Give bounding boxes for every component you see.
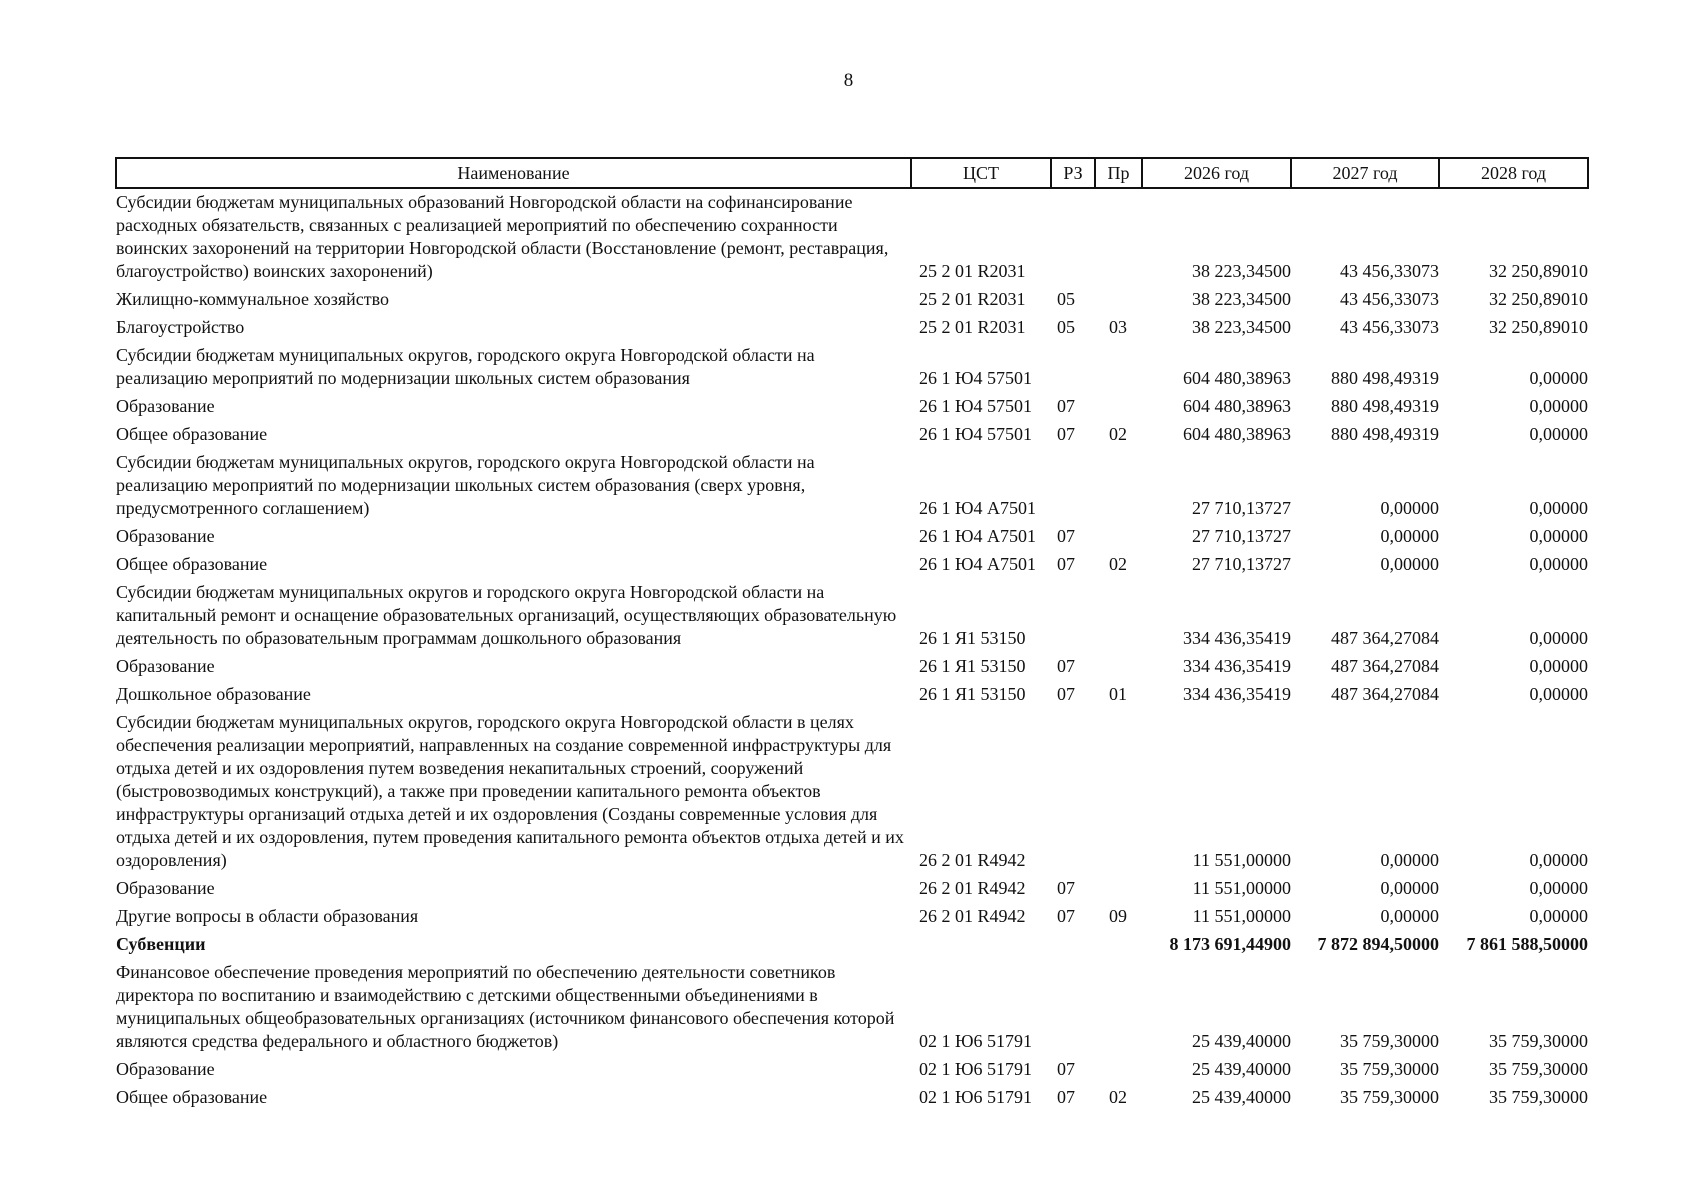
cell-name: Субсидии бюджетам муниципальных округов, городского округа Новгородской области на реализацию мероприятий по модернизации школьных систем образования bbox=[116, 345, 815, 388]
cell-cst: 26 1 Ю4 А7501 bbox=[919, 554, 1036, 574]
cell-y2026: 8 173 691,44900 bbox=[1169, 934, 1291, 954]
budget-table bbox=[115, 157, 1589, 1109]
cell-y2026: 334 436,35419 bbox=[1183, 684, 1291, 704]
header-2028: 2028 год bbox=[1439, 158, 1588, 188]
cell-y2027: 43 456,33073 bbox=[1340, 261, 1439, 281]
cell-y2026: 11 551,00000 bbox=[1192, 906, 1291, 926]
cell-name: Жилищно-коммунальное хозяйство bbox=[116, 289, 390, 309]
cell-cst: 26 2 01 R4942 bbox=[919, 850, 1026, 870]
cell-cst: 25 2 01 R2031 bbox=[919, 289, 1026, 309]
cell-y2027: 0,00000 bbox=[1380, 498, 1439, 518]
cell-pr bbox=[1095, 928, 1142, 956]
table-row bbox=[116, 311, 1588, 339]
cell-cst: 26 1 Ю4 57501 bbox=[919, 424, 1033, 444]
header-2026: 2026 год bbox=[1142, 158, 1291, 188]
table-row bbox=[116, 1081, 1588, 1109]
table-row bbox=[116, 188, 1588, 283]
cell-rz bbox=[1051, 576, 1095, 650]
cell-name: Общее образование bbox=[116, 554, 268, 574]
cell-pr bbox=[1095, 956, 1142, 1053]
cell-rz: 07 bbox=[1057, 684, 1075, 704]
table-row bbox=[116, 928, 1588, 956]
cell-y2028: 0,00000 bbox=[1529, 850, 1588, 870]
cell-name: Финансовое обеспечение проведения мероприятий по обеспечению деятельности советников директора по воспитанию и взаимодействию с детскими общественными объединениями в муниципальных общеобразовательных организациях (источником финансового обеспечения которой являются средства федерального и областного бюджетов) bbox=[116, 962, 895, 1051]
cell-y2026: 11 551,00000 bbox=[1192, 878, 1291, 898]
cell-rz: 07 bbox=[1057, 656, 1075, 676]
cell-y2027: 35 759,30000 bbox=[1340, 1031, 1439, 1051]
cell-name: Другие вопросы в области образования bbox=[116, 906, 419, 926]
cell-y2028: 7 861 588,50000 bbox=[1466, 934, 1588, 954]
cell-y2028: 0,00000 bbox=[1529, 554, 1588, 574]
cell-y2026: 25 439,40000 bbox=[1192, 1031, 1291, 1051]
cell-rz: 07 bbox=[1057, 1059, 1075, 1079]
cell-cst: 26 1 Ю4 А7501 bbox=[919, 526, 1036, 546]
cell-name: Образование bbox=[116, 656, 215, 676]
cell-y2028: 0,00000 bbox=[1529, 878, 1588, 898]
table-row bbox=[116, 956, 1588, 1053]
table-row bbox=[116, 576, 1588, 650]
cell-rz: 07 bbox=[1057, 526, 1075, 546]
cell-rz bbox=[1051, 446, 1095, 520]
cell-y2027: 7 872 894,50000 bbox=[1317, 934, 1439, 954]
cell-name: Общее образование bbox=[116, 1087, 268, 1107]
cell-rz: 07 bbox=[1057, 424, 1075, 444]
cell-name: Образование bbox=[116, 878, 215, 898]
cell-rz bbox=[1051, 928, 1095, 956]
cell-rz: 05 bbox=[1057, 289, 1075, 309]
cell-y2026: 27 710,13727 bbox=[1192, 554, 1291, 574]
cell-y2026: 25 439,40000 bbox=[1192, 1087, 1291, 1107]
cell-y2028: 0,00000 bbox=[1529, 656, 1588, 676]
cell-pr bbox=[1095, 520, 1142, 548]
cell-y2027: 0,00000 bbox=[1380, 850, 1439, 870]
cell-y2028: 0,00000 bbox=[1529, 684, 1588, 704]
cell-cst: 26 1 Я1 53150 bbox=[919, 684, 1026, 704]
cell-pr bbox=[1095, 706, 1142, 872]
cell-cst: 26 2 01 R4942 bbox=[919, 878, 1026, 898]
cell-y2028: 35 759,30000 bbox=[1489, 1031, 1588, 1051]
table-row bbox=[116, 548, 1588, 576]
cell-pr: 02 bbox=[1109, 424, 1127, 444]
cell-y2027: 35 759,30000 bbox=[1340, 1087, 1439, 1107]
cell-name: Образование bbox=[116, 1059, 215, 1079]
cell-rz bbox=[1051, 706, 1095, 872]
cell-pr bbox=[1095, 446, 1142, 520]
cell-rz: 07 bbox=[1057, 906, 1075, 926]
cell-cst: 02 1 Ю6 51791 bbox=[919, 1059, 1033, 1079]
cell-y2028: 32 250,89010 bbox=[1489, 317, 1588, 337]
cell-y2027: 0,00000 bbox=[1380, 906, 1439, 926]
table-row bbox=[116, 446, 1588, 520]
cell-y2028: 0,00000 bbox=[1529, 906, 1588, 926]
cell-rz: 07 bbox=[1057, 1087, 1075, 1107]
page-number: 8 bbox=[843, 70, 854, 91]
cell-pr bbox=[1095, 339, 1142, 390]
table-header bbox=[116, 158, 1588, 188]
cell-y2026: 11 551,00000 bbox=[1192, 850, 1291, 870]
cell-pr: 02 bbox=[1109, 554, 1127, 574]
table-row bbox=[116, 650, 1588, 678]
cell-rz bbox=[1051, 188, 1095, 283]
cell-name: Образование bbox=[116, 526, 215, 546]
cell-cst: 02 1 Ю6 51791 bbox=[919, 1087, 1033, 1107]
cell-rz: 07 bbox=[1057, 554, 1075, 574]
cell-pr bbox=[1095, 188, 1142, 283]
table-row bbox=[116, 872, 1588, 900]
cell-y2027: 880 498,49319 bbox=[1331, 368, 1439, 388]
cell-y2026: 27 710,13727 bbox=[1192, 526, 1291, 546]
cell-cst: 26 1 Ю4 А7501 bbox=[919, 498, 1036, 518]
table-row bbox=[116, 706, 1588, 872]
cell-y2028: 32 250,89010 bbox=[1489, 261, 1588, 281]
cell-y2028: 0,00000 bbox=[1529, 628, 1588, 648]
cell-y2026: 27 710,13727 bbox=[1192, 498, 1291, 518]
cell-cst: 26 1 Я1 53150 bbox=[919, 628, 1026, 648]
cell-y2026: 334 436,35419 bbox=[1183, 656, 1291, 676]
cell-y2027: 43 456,33073 bbox=[1340, 317, 1439, 337]
cell-name: Дошкольное образование bbox=[116, 684, 311, 704]
header-name: Наименование bbox=[116, 158, 911, 188]
cell-pr: 03 bbox=[1109, 317, 1127, 337]
cell-y2028: 0,00000 bbox=[1529, 526, 1588, 546]
table-row bbox=[116, 390, 1588, 418]
cell-y2028: 32 250,89010 bbox=[1489, 289, 1588, 309]
cell-y2027: 35 759,30000 bbox=[1340, 1059, 1439, 1079]
cell-y2028: 0,00000 bbox=[1529, 424, 1588, 444]
cell-y2026: 604 480,38963 bbox=[1183, 368, 1291, 388]
cell-rz bbox=[1051, 956, 1095, 1053]
cell-pr bbox=[1095, 872, 1142, 900]
cell-y2027: 43 456,33073 bbox=[1340, 289, 1439, 309]
cell-name: Субсидии бюджетам муниципальных округов, городского округа Новгородской области на реализацию мероприятий по модернизации школьных систем образования (сверх уровня, предусмотренного соглашением) bbox=[116, 452, 815, 518]
table-row bbox=[116, 418, 1588, 446]
header-pr: Пр bbox=[1095, 158, 1142, 188]
cell-y2027: 880 498,49319 bbox=[1331, 396, 1439, 416]
budget-table-container bbox=[115, 157, 1587, 1109]
header-rz: РЗ bbox=[1051, 158, 1095, 188]
cell-name: Субвенции bbox=[116, 934, 206, 954]
cell-y2028: 35 759,30000 bbox=[1489, 1087, 1588, 1107]
cell-y2027: 487 364,27084 bbox=[1331, 656, 1439, 676]
cell-y2026: 38 223,34500 bbox=[1192, 261, 1291, 281]
cell-name: Благоустройство bbox=[116, 317, 245, 337]
cell-y2028: 35 759,30000 bbox=[1489, 1059, 1588, 1079]
cell-y2027: 0,00000 bbox=[1380, 526, 1439, 546]
cell-rz: 07 bbox=[1057, 396, 1075, 416]
cell-pr: 02 bbox=[1109, 1087, 1127, 1107]
table-row bbox=[116, 1053, 1588, 1081]
table-row bbox=[116, 520, 1588, 548]
cell-y2026: 334 436,35419 bbox=[1183, 628, 1291, 648]
cell-y2028: 0,00000 bbox=[1529, 396, 1588, 416]
cell-rz: 07 bbox=[1057, 878, 1075, 898]
cell-cst: 25 2 01 R2031 bbox=[919, 317, 1026, 337]
cell-y2027: 487 364,27084 bbox=[1331, 684, 1439, 704]
table-row bbox=[116, 900, 1588, 928]
header-2027: 2027 год bbox=[1291, 158, 1439, 188]
cell-name: Субсидии бюджетам муниципальных образований Новгородской области на софинансирование расходных обязательств, связанных с реализацией мероприятий по обеспечению сохранности воинских захоронений на территории Новгородской области (Восстановление (ремонт, реставрация, благоустройство) воинских захоронений) bbox=[116, 192, 889, 281]
header-cst: ЦСТ bbox=[911, 158, 1051, 188]
table-row bbox=[116, 283, 1588, 311]
cell-cst: 26 1 Ю4 57501 bbox=[919, 368, 1033, 388]
cell-cst: 26 2 01 R4942 bbox=[919, 906, 1026, 926]
cell-cst: 26 1 Я1 53150 bbox=[919, 656, 1026, 676]
cell-cst: 02 1 Ю6 51791 bbox=[919, 1031, 1033, 1051]
cell-rz bbox=[1051, 339, 1095, 390]
cell-y2026: 604 480,38963 bbox=[1183, 424, 1291, 444]
cell-pr: 01 bbox=[1109, 684, 1127, 704]
cell-pr bbox=[1095, 283, 1142, 311]
cell-name: Общее образование bbox=[116, 424, 268, 444]
cell-name: Субсидии бюджетам муниципальных округов, городского округа Новгородской области в целях обеспечения реализации мероприятий, направленных на создание современной инфраструктуры для отдыха детей и их оздоровления путем возведения некапитальных строений, сооружений (быстровозводимых конструкций), а также при проведении капитального ремонта объектов инфраструктуры организаций отдыха детей и их оздоровления (Созданы современные условия для отдыха детей и их оздоровления, путем проведения капитального ремонта объектов отдыха детей и их оздоровления) bbox=[116, 712, 904, 870]
cell-cst: 25 2 01 R2031 bbox=[919, 261, 1026, 281]
cell-pr: 09 bbox=[1109, 906, 1127, 926]
cell-pr bbox=[1095, 1053, 1142, 1081]
header-row bbox=[116, 158, 1588, 188]
cell-cst bbox=[911, 928, 1051, 956]
cell-y2028: 0,00000 bbox=[1529, 368, 1588, 388]
cell-y2027: 880 498,49319 bbox=[1331, 424, 1439, 444]
cell-pr bbox=[1095, 576, 1142, 650]
cell-rz: 05 bbox=[1057, 317, 1075, 337]
cell-y2027: 0,00000 bbox=[1380, 878, 1439, 898]
cell-y2026: 38 223,34500 bbox=[1192, 317, 1291, 337]
table-row bbox=[116, 678, 1588, 706]
cell-y2026: 604 480,38963 bbox=[1183, 396, 1291, 416]
cell-name: Образование bbox=[116, 396, 215, 416]
cell-cst: 26 1 Ю4 57501 bbox=[919, 396, 1033, 416]
cell-y2027: 0,00000 bbox=[1380, 554, 1439, 574]
table-row bbox=[116, 339, 1588, 390]
cell-pr bbox=[1095, 390, 1142, 418]
cell-y2026: 25 439,40000 bbox=[1192, 1059, 1291, 1079]
cell-y2026: 38 223,34500 bbox=[1192, 289, 1291, 309]
cell-y2028: 0,00000 bbox=[1529, 498, 1588, 518]
cell-name: Субсидии бюджетам муниципальных округов и городского округа Новгородской области на капитальный ремонт и оснащение образовательных организаций, осуществляющих образовательную деятельность по образовательным программам дошкольного образования bbox=[116, 582, 897, 648]
table-body bbox=[116, 188, 1588, 1109]
cell-pr bbox=[1095, 650, 1142, 678]
cell-y2027: 487 364,27084 bbox=[1331, 628, 1439, 648]
